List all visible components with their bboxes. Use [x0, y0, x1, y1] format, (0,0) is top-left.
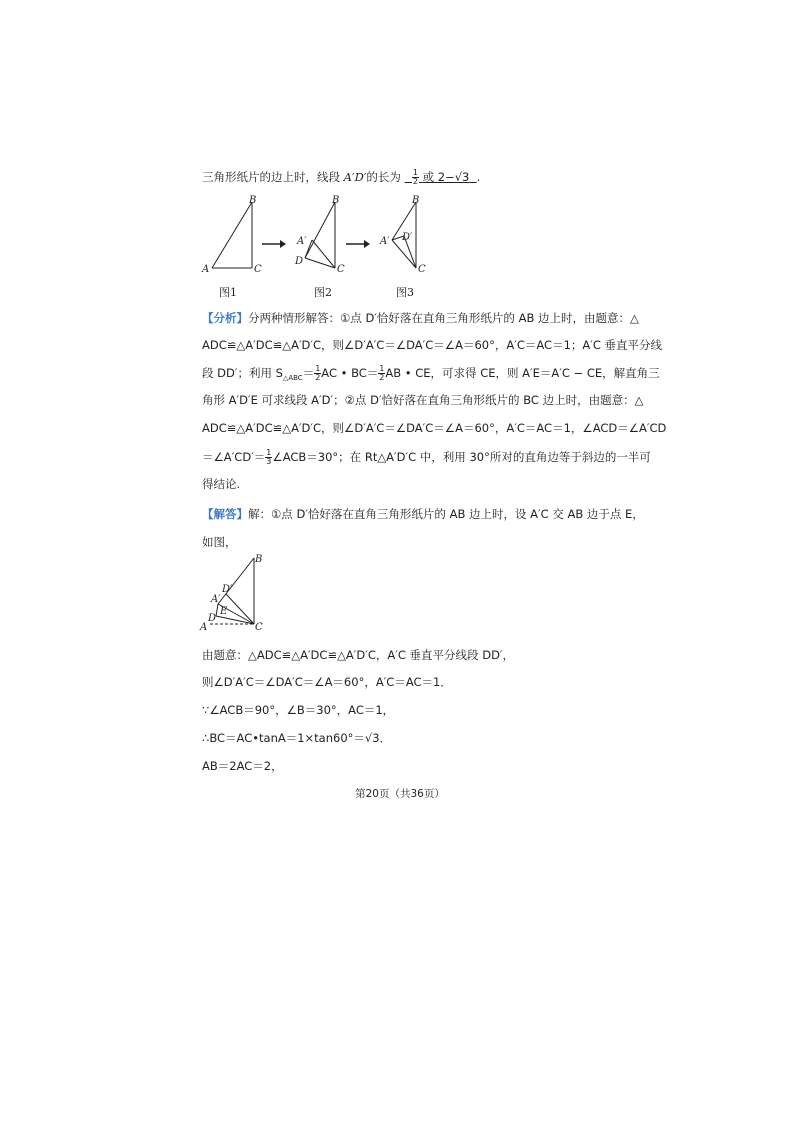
- label-A-prime: A′: [211, 594, 221, 605]
- label-A-prime: A′: [297, 236, 307, 247]
- fraction-answer: $\frac{1}{2}$: [412, 168, 418, 186]
- analysis-line-2: ADC≌△A′DC≌△A′D′C，则∠D′A′C＝∠DA′C＝∠A＝60°，A′C＝AC＝1；A′C 垂直平分线: [202, 338, 663, 352]
- analysis-tag: 【分析】: [202, 311, 248, 325]
- label-D-prime: D′: [402, 232, 413, 243]
- analysis-line-3: 段 DD′；利用 $S_{\triangle ABC}=$ $\frac{1}{2}$ AC • BC＝ $\frac{1}{2}$ AB • CE，可求得 CE，则 A′E＝A′C − CE，解直角三: [202, 364, 660, 382]
- caption-fig1: 图1: [219, 286, 237, 299]
- label-E: E: [220, 606, 228, 617]
- analysis-line-4: 角形 A′D′E 可求线段 A′D′；②点 D′恰好落在直角三角形纸片的 BC 边上时，由题意：△: [202, 393, 644, 407]
- label-B: B: [255, 554, 263, 565]
- solution-line-3: 由题意：△ADC≌△A′DC≌△A′D′C，A′C 垂直平分线段 DD′，: [202, 648, 515, 662]
- label-C: C: [418, 264, 426, 275]
- solution-line-1: 【解答】解：①点 D′恰好落在直角三角形纸片的 AB 边上时，设 A′C 交 AB 边于点 E，: [202, 507, 644, 521]
- caption-fig3: 图3: [396, 286, 414, 299]
- analysis-line-5: ADC≌△A′DC≌△A′D′C，则∠D′A′C＝∠DA′C＝∠A＝60°，A′C＝AC＝1，∠ACD＝∠A′CD: [202, 421, 667, 435]
- label-C: C: [337, 264, 345, 275]
- solution-line-5: ∵∠ACB＝90°，∠B＝30°，AC＝1，: [202, 703, 395, 717]
- solution-line-2: 如图，: [202, 535, 237, 549]
- solution-line-4: 则∠D′A′C＝∠DA′C＝∠A＝60°，A′C＝AC＝1．: [202, 675, 452, 689]
- line-1: 三角形纸片的边上时，线段 A′D′的长为 $\frac{1}{2}$ 或 2−√3 .: [202, 168, 481, 186]
- label-C: C: [255, 622, 263, 633]
- label-B: B: [412, 195, 420, 206]
- arrow-icon: [262, 240, 286, 248]
- label-A: A: [202, 264, 210, 275]
- label-D: D: [208, 613, 217, 624]
- page-footer: 第20页（共36页）: [355, 788, 445, 800]
- label-D-prime: D′: [222, 584, 233, 595]
- figure-3: [379, 195, 426, 275]
- label-D: D: [295, 256, 304, 267]
- label-A-prime: A′: [380, 236, 390, 247]
- analysis-line-7: 得结论.: [202, 477, 241, 491]
- caption-fig2: 图2: [314, 286, 332, 299]
- analysis-line-1: 【分析】分两种情形解答：①点 D′恰好落在直角三角形纸片的 AB 边上时，由题意：△: [202, 311, 639, 325]
- solution-line-7: AB＝2AC＝2，: [202, 759, 283, 773]
- solution-tag: 【解答】: [202, 507, 248, 521]
- label-A: A: [200, 622, 208, 633]
- label-C: C: [254, 264, 262, 275]
- figure-1: [201, 195, 262, 275]
- solution-figure: [198, 552, 278, 638]
- label-B: B: [332, 195, 340, 206]
- answer-blank: $\frac{1}{2}$ 或 2−√3: [412, 168, 470, 186]
- solution-line-6: ∴BC＝AC•tanA＝1×tan60°＝√3．: [202, 731, 392, 745]
- analysis-line-6: ＝∠A′CD′＝ $\frac{1}{3}$ ∠ACB＝30°；在 Rt△A′D′C 中，利用 30°所对的直角边等于斜边的一半可: [202, 448, 651, 466]
- solution-figure-svg: [198, 552, 278, 634]
- label-B: B: [249, 195, 257, 206]
- arrow-icon: [346, 240, 370, 248]
- figure-2: [294, 195, 345, 275]
